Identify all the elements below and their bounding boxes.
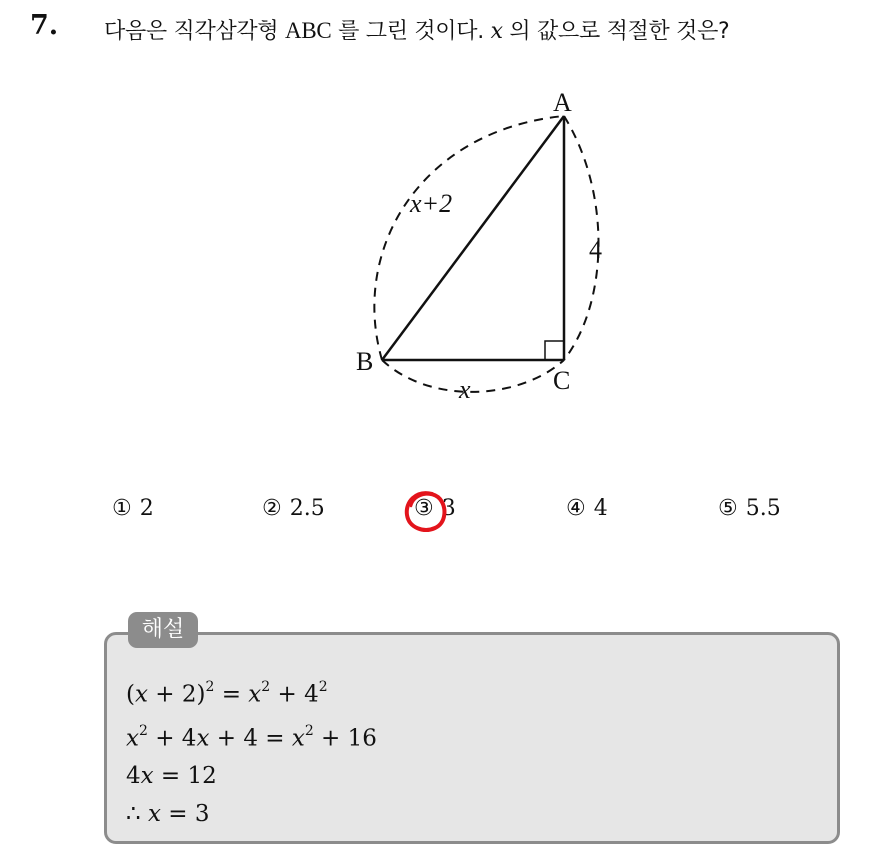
right-angle-marker: [545, 341, 564, 360]
choice-4[interactable]: [566, 496, 608, 521]
choice-2-symbol: ②: [262, 496, 282, 521]
triangle-name: ABC: [285, 18, 332, 43]
choice-4-symbol: ④: [566, 496, 586, 521]
question-variable: x: [490, 19, 503, 44]
solution-line-4: ∴ x = 3: [126, 801, 210, 828]
solution-line-1: $(x + 2)^2 = x^2 + 4^2$: [126, 679, 328, 708]
question-text-part3: 의 값으로 적절한 것은?: [502, 19, 730, 44]
choice-4-value: 4: [593, 496, 608, 521]
selected-answer-circle: [402, 488, 450, 536]
choice-2[interactable]: [262, 496, 325, 521]
side-ab: [382, 116, 564, 360]
question-text-part2: 를 그린 것이다.: [331, 19, 491, 44]
question-text-part1: 다음은 직각삼각형: [104, 19, 286, 44]
choice-5-symbol: ⑤: [718, 496, 738, 521]
choice-3-value: 3: [441, 496, 456, 521]
choice-1-value: 2: [139, 496, 154, 521]
hypotenuse-label: x+2: [410, 189, 453, 218]
base-dashed-arc: [382, 360, 564, 392]
vertex-c-label: C: [553, 366, 571, 395]
choice-1-symbol: ①: [112, 496, 132, 521]
solution-line-3: 4x = 12: [126, 763, 217, 790]
question-number: 7.: [30, 10, 59, 41]
choice-5-value: 5.5: [745, 496, 781, 521]
base-label: x: [459, 375, 471, 404]
vertex-a-label: A: [553, 88, 572, 117]
choice-2-value: 2.5: [289, 496, 325, 521]
solution-lines: [126, 670, 377, 833]
choice-3-symbol: ③: [414, 496, 434, 521]
choice-5[interactable]: [718, 496, 781, 521]
solution-title: 해설: [128, 612, 198, 648]
vertex-b-label: B: [356, 347, 374, 376]
vertical-side-label: 4: [589, 235, 602, 264]
solution-line-2: $x^2 + 4x + 4 = x^2 + 16$: [126, 722, 377, 752]
choice-1[interactable]: [112, 496, 154, 521]
